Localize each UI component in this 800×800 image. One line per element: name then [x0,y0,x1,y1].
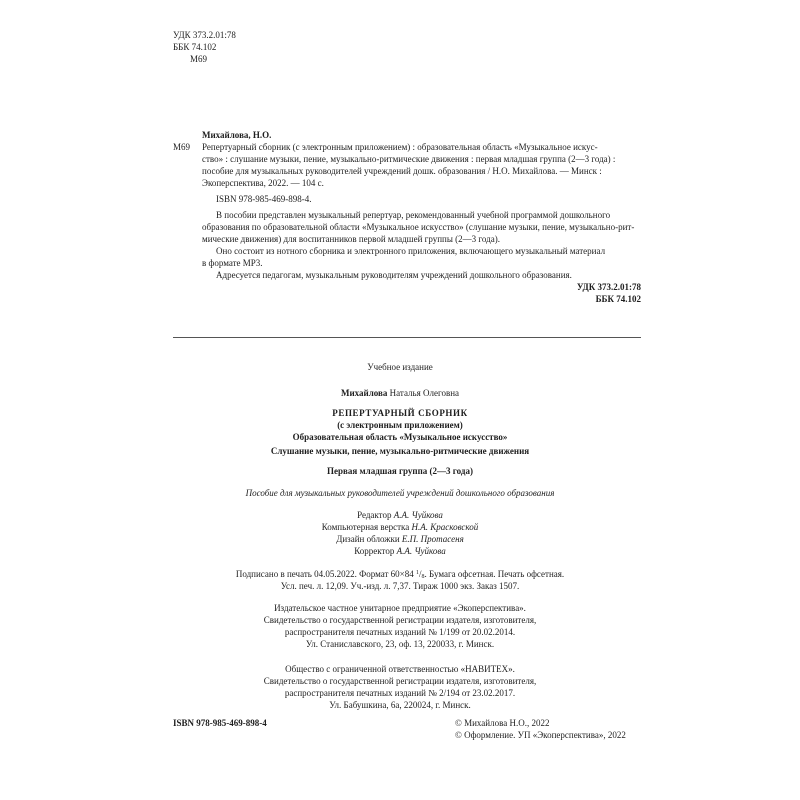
educational-area: Образовательная область «Музыкальное искусство» [292,432,508,442]
credit-role: Корректор [354,546,397,556]
print-details-line2: Усл. печ. л. 12,09. Уч.-изд. л. 7,37. Тираж 1000 экз. Заказ 1507. [280,581,520,591]
catalog-description-line: пособие для музыкальных руководителей учреждений дошк. образования / Н.О. Михайлова. — Минск : [202,166,602,176]
credit-editor [150,510,650,521]
imprint-author [150,388,650,399]
catalog-annotation-line: образования по образовательной области «Музыкальное искусство» (слушание музыки, пение, музыкально-рит- [202,222,635,232]
credit-cover [150,534,650,545]
divider [173,337,641,338]
printer-line: Ул. Бабушкина, 6а, 220024, г. Минск. [329,700,471,710]
credit-name: А.А. Чуйкова [396,546,446,556]
catalog-bbk: ББК 74.102 [595,294,641,304]
udk-code: УДК 373.2.01:78 [173,30,236,40]
author-mark: М69 [190,54,208,64]
catalog-audience: Адресуется педагогам, музыкальным руководителям учреждений дошкольного образования. [216,270,572,280]
publisher-line: Свидетельство о государственной регистрации издателя, изготовителя, [263,615,537,625]
catalog-author-heading: Михайлова, Н.О. [202,130,272,140]
bbk-code: ББК 74.102 [173,42,217,52]
print-paper-text: . Бумага офсетная. Печать офсетная. [424,569,565,579]
author-names: Наталья Олеговна [387,388,460,398]
credit-role: Компьютерная верстка [321,522,412,532]
catalog-author-mark: М69 [173,142,191,152]
credit-proofreader [150,546,650,557]
catalog-description-line: Экоперспектива, 2022. — 104 с. [202,178,324,188]
purpose: Пособие для музыкальных руководителей учреждений дошкольного образования [245,488,555,498]
printer-line: Общество с ограниченной ответственностью «НАВИТЕХ». [285,664,515,674]
catalog-isbn: ISBN 978-985-469-898-4. [216,194,312,204]
catalog-composition-line: в формате МР3. [202,258,263,268]
footer-isbn: ISBN 978-985-469-898-4 [173,718,267,728]
book-title: РЕПЕРТУАРНЫЙ СБОРНИК [332,408,468,418]
catalog-description-line: ство» : слушание музыки, пение, музыкально-ритмические движения : первая младшая группа (2—3 года) : [202,154,616,164]
catalog-annotation-line: мические движения) для воспитанников первой младшей группы (2—3 года). [202,234,500,244]
credit-role: Редактор [357,510,394,520]
print-details-line1: Подписано в печать 04.05.2022. Формат 60×84 $^1/_8$. Бумага офсетная. Печать офсетная. [235,569,565,580]
book-subtitle: (с электронным приложением) [337,420,463,430]
catalog-udk: УДК 373.2.01:78 [576,282,641,292]
edition-type: Учебное издание [367,362,433,372]
publisher-line: Издательское частное унитарное предприятие «Экоперспектива». [274,603,526,613]
print-format-text: Подписано в печать 04.05.2022. Формат 60×84 [235,569,417,579]
catalog-annotation-line: В пособии представлен музыкальный репертуар, рекомендованный учебной программой дошкольного [216,210,611,220]
credit-name: А.А. Чуйкова [393,510,443,520]
printer-line: распространителя печатных изданий № 2/194 от 23.02.2017. [284,688,516,698]
credit-role: Дизайн обложки [336,534,402,544]
catalog-description-line: Репертуарный сборник (с электронным приложением) : образовательная область «Музыкальное искус- [202,142,598,152]
fraction-denominator: 8 [421,574,425,580]
catalog-composition-line: Оно состоит из нотного сборника и электронного приложения, включающего музыкальный материал [216,246,606,256]
publisher-line: Ул. Станиславского, 23, оф. 13, 220033, г. Минск. [305,639,495,649]
credit-name: Н.А. Красковской [411,522,479,532]
activities: Слушание музыки, пение, музыкально-ритмические движения [270,446,530,456]
age-group: Первая младшая группа (2—3 года) [327,466,473,476]
fraction-numerator: 1 [416,570,420,576]
copyright-design: © Оформление. УП «Экоперспектива», 2022 [455,730,626,740]
copyright-author: © Михайлова Н.О., 2022 [455,718,550,728]
credit-layout [150,522,650,533]
credit-name: Е.П. Протасеня [401,534,464,544]
publisher-line: распространителя печатных изданий № 1/199 от 20.02.2014. [284,627,516,637]
printer-line: Свидетельство о государственной регистрации издателя, изготовителя, [263,676,537,686]
author-surname: Михайлова [340,388,388,398]
